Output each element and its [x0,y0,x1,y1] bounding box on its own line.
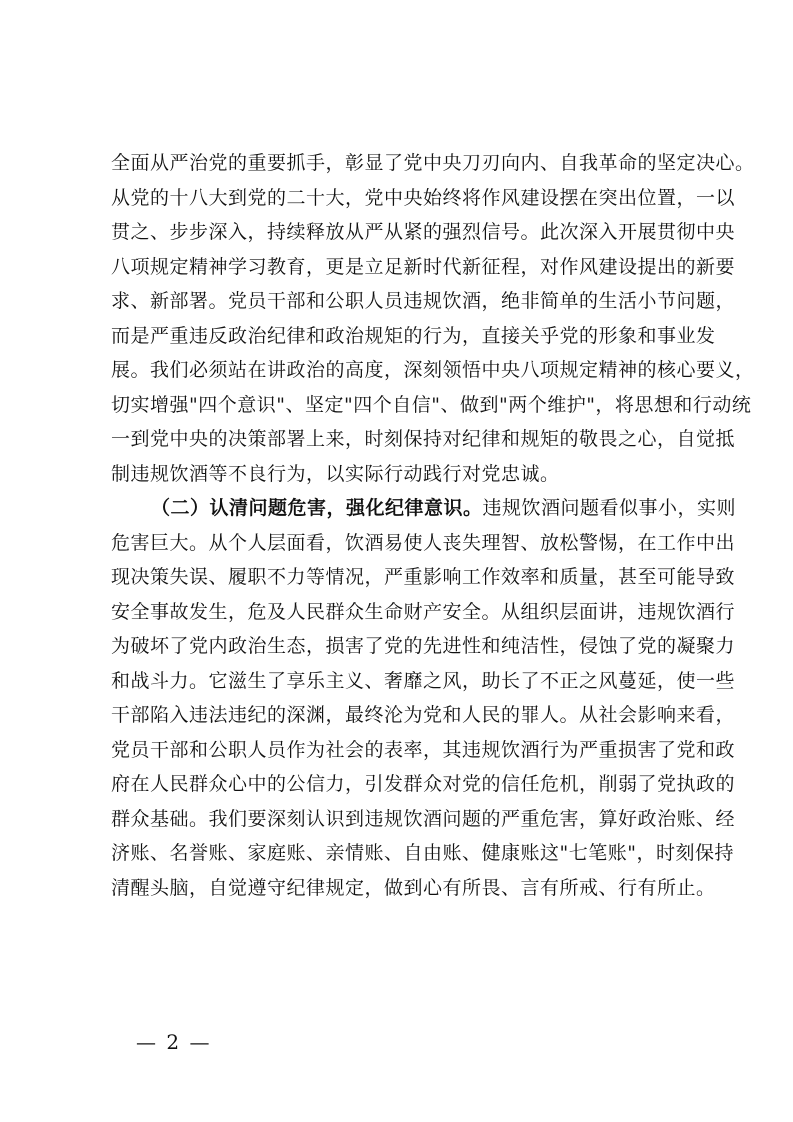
text-line: 八项规定精神学习教育，更是立足新时代新征程，对作风建设提出的新要 [111,255,736,278]
document-body [111,146,755,905]
text-line: 群众基础。我们要深刻认识到违规饮酒问题的严重危害，算好政治账、经 [111,807,736,830]
text-line: 而是严重违反政治纪律和政治规矩的行为，直接关乎党的形象和事业发 [111,324,716,347]
text-run: 违规饮酒问题看似事小，实则 [482,497,737,519]
text-line: 清醒头脑，自觉遵守纪律规定，做到心有所畏、言有所戒、行有所止。 [111,876,716,899]
text-line: 危害巨大。从个人层面看，饮酒易使人丧失理智、放松警惕，在工作中出 [111,531,736,554]
text-line: 贯之、步步深入，持续释放从严从紧的强烈信号。此次深入开展贯彻中央 [111,221,736,243]
text-line: 全面从严治党的重要抓手，彰显了党中央刀刃向内、自我革命的坚定决心。 [111,152,755,174]
text-line: 一到党中央的决策部署上来，时刻保持对纪律和规矩的敬畏之心，自觉抵 [111,428,736,450]
text-line: 现决策失误、履职不力等情况，严重影响工作效率和质量，甚至可能导致 [111,566,736,588]
text-line: 干部陷入违法违纪的深渊，最终沦为党和人民的罪人。从社会影响来看， [111,704,736,726]
paragraph-1 [111,146,755,491]
text-line: 为破坏了党内政治生态，损害了党的先进性和纯洁性，侵蚀了党的凝聚力 [111,635,736,657]
section-heading: （二）认清问题危害，强化纪律意识。 [151,497,483,519]
text-line: 求、新部署。党员干部和公职人员违规饮酒，绝非简单的生活小节问题， [111,290,736,312]
text-line: 安全事故发生，危及人民群众生命财产安全。从组织层面讲，违规饮酒行 [111,600,736,623]
text-line: 从党的十八大到党的二十大，党中央始终将作风建设摆在突出位置，一以 [111,186,736,209]
text-line: 党员干部和公职人员作为社会的表率，其违规饮酒行为严重损害了党和政 [111,738,736,761]
paragraph-2 [111,491,737,905]
page-number: — 2 — [136,1030,212,1054]
text-line: 和战斗力。它滋生了享乐主义、奢靡之风，助长了不正之风蔓延，使一些 [111,669,736,692]
text-line: 切实增强"四个意识"、坚定"四个自信"、做到"两个维护"，将思想和行动统 [111,393,752,416]
text-line: 济账、名誉账、家庭账、亲情账、自由账、健康账这"七笔账"，时刻保持 [111,842,734,864]
text-line: 府在人民群众心中的公信力，引发群众对党的信任危机，削弱了党执政的 [111,773,736,795]
text-line: 制违规饮酒等不良行为，以实际行动践行对党忠诚。 [111,462,560,485]
paragraph-2-first-line [111,491,737,526]
text-line: 展。我们必须站在讲政治的高度，深刻领悟中央八项规定精神的核心要义， [111,359,755,381]
